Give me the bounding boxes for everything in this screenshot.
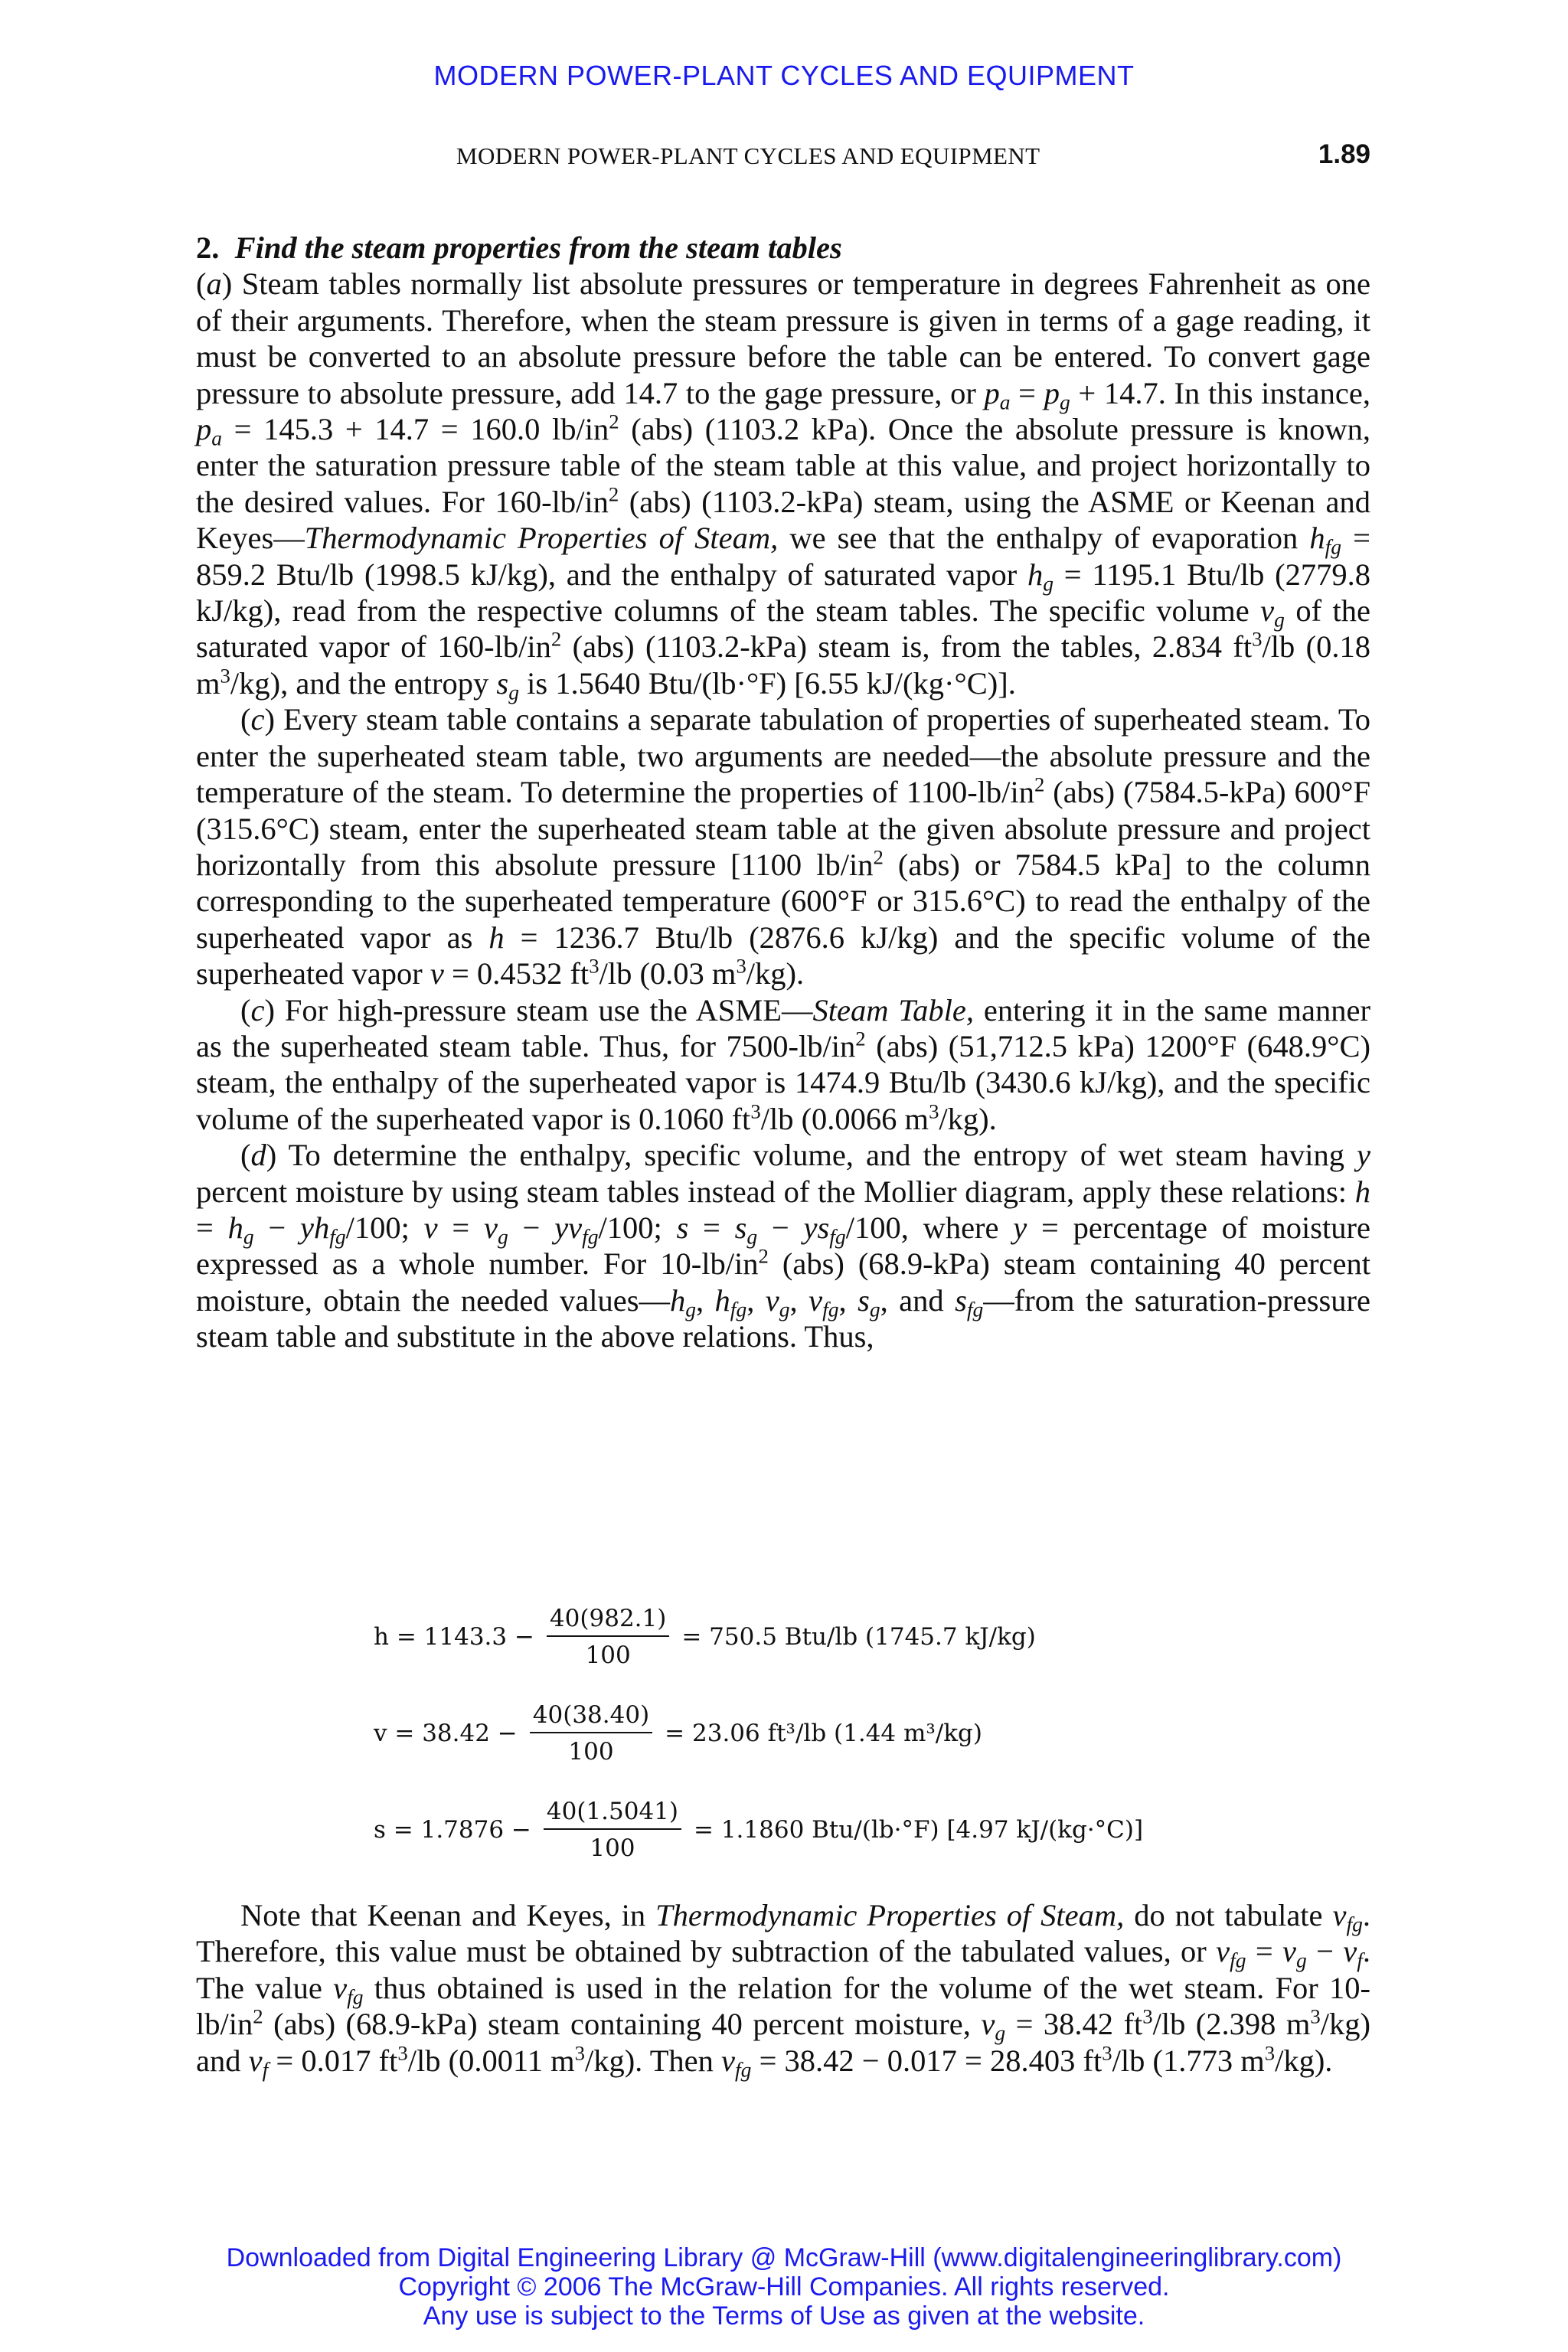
fraction [544,1798,681,1862]
note-text: Note that Keenan and Keyes, in Thermodynamic Properties of Steam, do not tabulate $v_{fg}$. Therefore, this value must be obtained by subtraction of the tabulated values, or $v_{fg} = v_g - v_f$. The value $v_{fg}$ thus obtained is used in the relation for the volume of the wet steam. For $10-lb/in^2$ (abs) (68.9-kPa) steam containing 40 percent moisture, $v_g = 38.42$ $ft^3/lb$ (2.398 $m^3/kg$) and $v_f = 0.017$ $ft^3/lb$ (0.0011 $m^3/kg$). Then $v_{fg} = 38.42 - 0.017 = 28.403$ $ft^3/lb$ (1.773 $m^3/kg$). [196,1898,1371,2082]
paragraph-c-superheated: (c) Every steam table contains a separate tabulation of properties of superheated steam. To enter the superheated steam table, two arguments are needed—the absolute pressure and the temperature of the steam. To determine the properties of $1100-lb/in^2$ (abs) (7584.5-kPa) 600°F (315.6°C) steam, enter the superheated steam table at the given absolute pressure and project horizontally from this absolute pressure [1100 $lb/in^2$ (abs) or 7584.5 kPa] to the column corresponding to the superheated temperature (600°F or 315.6°C) to read the enthalpy of the superheated vapor as h = 1236.7 Btu/lb (2876.6 kJ/kg) and the specific volume of the superheated vapor v = 0.4532 $ft^3/lb$ (0.03 $m^3/kg$). [196,702,1370,991]
section-heading [196,230,1370,266]
paragraph-a: (a) Steam tables normally list absolute pressures or temperature in degrees Fahrenheit as one of their arguments. Therefore, when the steam pressure is given in terms of a gage reading, it must be converted to an absolute pressure before the table can be entered. To convert gage pressure to absolute pressure, add 14.7 to the gage pressure, or $p_a = p_g + 14.7$. In this instance, $p_a = 145.3 + 14.7 = 160.0$ $lb/in^2$ (abs) (1103.2 kPa). Once the absolute pressure is known, enter the saturation pressure table of the steam table at this value, and project horizontally to the desired values. For $160-lb/in^2$ (abs) (1103.2-kPa) steam, using the ASME or Keenan and Keyes—Thermodynamic Properties of Steam, we see that the enthalpy of evaporation $h_{fg} = 859.2$ Btu/lb (1998.5 kJ/kg), and the enthalpy of saturated vapor $h_g = 1195.1$ Btu/lb (2779.8 kJ/kg), read from the respective columns of the steam tables. The specific volume $v_g$ of the saturated vapor of $160-lb/in^2$ (abs) (1103.2-kPa) steam is, from the tables, 2.834 $ft^3/lb$ (0.18 $m^3/kg$), and the entropy $s_g$ is 1.5640 Btu/(lb·°F) [6.55 kJ/(kg·°C)]. [196,266,1370,704]
fraction-denominator: 100 [590,1834,635,1862]
fraction-denominator: 100 [585,1642,631,1669]
paragraph-a-label: a [206,266,222,302]
footer-terms-line[interactable]: Any use is subject to the Terms of Use as given at the website. [423,2301,1145,2331]
fraction [547,1605,669,1669]
paragraph-d: (d) To determine the enthalpy, specific volume, and the entropy of wet steam having y percent moisture by using steam tables instead of the Mollier diagram, apply these relations: $h = h_g - yh_{fg}/100$; $v = v_g - yv_{fg}/100$; $s = s_g - ys_{fg}/100$, where y = percentage of moisture expressed as a whole number. For $10-lb/in^2$ (abs) (68.9-kPa) steam containing 40 percent moisture, obtain the needed $values—h_g$, $h_{fg}$, $v_g$, $v_{fg}$, $s_g$, and $s_{fg}—from$ the saturation-pressure steam table and substitute in the above relations. Thus, [196,1138,1371,1354]
fraction-numerator: 40(38.40) [530,1701,652,1733]
fraction-numerator: 40(982.1) [547,1605,669,1637]
equation-lhs: s = 1.7876 − [374,1816,531,1844]
section-title: Find the steam properties from the steam tables [234,230,842,265]
paragraph-c-high-pressure: (c) For high-pressure steam use the ASME—Steam Table, entering it in the same manner as the superheated steam table. Thus, for $7500-lb/in^2$ (abs) (51,712.5 kPa) 1200°F (648.9°C) steam, the enthalpy of the superheated vapor is 1474.9 Btu/lb (3430.6 kJ/kg), and the specific volume of the superheated vapor is 0.1060 $ft^3/lb$ (0.0066 $m^3/kg$). [196,992,1370,1136]
equation-enthalpy [374,1589,1292,1685]
paragraph-c2-label: c [250,992,265,1027]
running-head: MODERN POWER-PLANT CYCLES AND EQUIPMENT [456,142,1040,169]
note-paragraph [196,1897,1371,2082]
equation-entropy [374,1782,1292,1878]
equation-rhs: = 1.1860 Btu/(lb·°F) [4.97 kJ/(kg·°C)] [694,1816,1144,1844]
fraction-numerator: 40(1.5041) [544,1798,681,1830]
fraction [530,1701,652,1766]
footer-copyright-line: Copyright © 2006 The McGraw-Hill Companies. All rights reserved. [398,2272,1170,2301]
equation-lhs: h = 1143.3 − [374,1623,534,1651]
section-number: 2. [196,230,220,265]
equation-block [374,1589,1292,1878]
equation-volume [374,1685,1292,1782]
page-number: 1.89 [1318,139,1370,169]
body-text [196,230,1370,1355]
equation-rhs: = 750.5 Btu/lb (1745.7 kJ/kg) [681,1623,1036,1651]
equation-rhs: = 23.06 ft³/lb (1.44 m³/kg) [665,1720,982,1747]
paragraph-d-label: d [250,1138,266,1173]
document-banner-title: MODERN POWER-PLANT CYCLES AND EQUIPMENT [433,60,1135,91]
fraction-denominator: 100 [568,1738,614,1766]
copyright-footer [0,2243,1568,2331]
equation-lhs: v = 38.42 − [374,1720,518,1747]
footer-download-line[interactable]: Downloaded from Digital Engineering Library @ McGraw-Hill (www.digitalengineeringlibrary.com) [226,2243,1342,2272]
paragraph-c1-label: c [250,702,265,737]
